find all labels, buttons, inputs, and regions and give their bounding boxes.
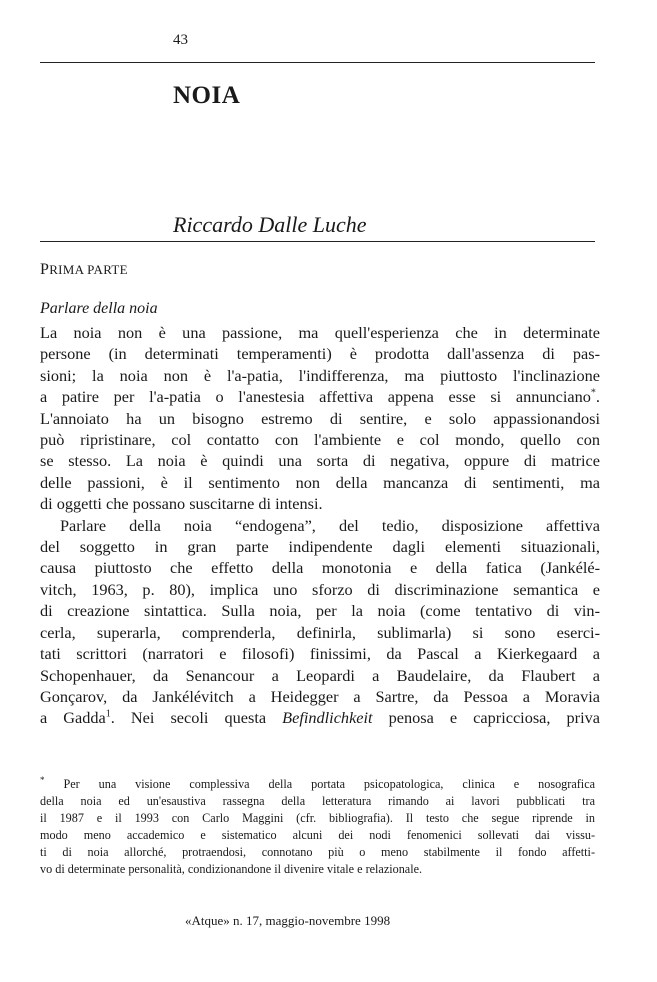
text-line: sioni; la noia non è l'a-patia, l'indifferenza, ma piuttosto l'inclinazione — [40, 365, 600, 385]
footnote-line — [40, 776, 595, 793]
footnote-line: vo di determinate personalità, condizionandone il divenire vitale e relazionale. — [40, 862, 423, 876]
page-number: 43 — [173, 32, 188, 48]
text-line: del soggetto in gran parte indipendente dagli elementi situazionali, — [40, 537, 600, 557]
footnote-marker: 1 — [105, 708, 111, 720]
text-line: Parlare della noia “endogena”, del tedio, disposizione affettiva — [60, 515, 600, 535]
text-line: vitch, 1963, p. 80), implica uno sforzo di discriminazione semantica e — [40, 579, 600, 599]
text-line: persone (in determinati temperamenti) è prodotta dall'assenza di pas- — [40, 344, 600, 364]
footnote — [40, 776, 595, 878]
paragraph-1 — [40, 322, 600, 515]
text-line: cerla, superarla, comprenderla, definirla, sublimarla) si sono eserci- — [40, 622, 600, 642]
footnote-line: modo meno accademico e sistematico alcuni dei nodi fenomenici sollevati dai vissu- — [40, 828, 595, 842]
text-line: Schopenhauer, da Senancour a Leopardi a Baudelaire, da Flaubert a — [40, 665, 600, 685]
journal-citation: «Atque» n. 17, maggio-novembre 1998 — [185, 913, 391, 928]
author-rule — [40, 241, 595, 242]
text-line: delle passioni, è il sentimento non della mancanza di sentimenti, ma — [40, 472, 600, 492]
text-line: di creazione sintattica. Sulla noia, per la noia (come tentativo di vin- — [40, 601, 600, 621]
text-segment: a Gadda — [40, 708, 106, 728]
part-label — [40, 261, 128, 279]
header-rule — [40, 62, 595, 63]
author-name: Riccardo Dalle Luche — [173, 212, 367, 237]
text-line: può ripristinare, col contatto con l'ambiente e col mondo, quello con — [40, 430, 600, 450]
text-line: a patire per l'a-patia o l'anestesia affettiva appena esse si annunciano*. — [40, 387, 600, 407]
text-segment: penosa e capricciosa, priva — [372, 708, 600, 728]
footnote-line: ti di noia allorché, protraendosi, connotano più o meno stabilmente il fondo affetti- — [40, 845, 595, 859]
italic-term: Befindlichkeit — [282, 708, 373, 728]
part-label-rest: RIMA PARTE — [49, 262, 128, 277]
footnote-marker: * — [40, 774, 45, 785]
text-line: L'annoiato ha un bisogno estremo di sentire, e solo appassionandosi — [40, 408, 600, 428]
footnote-line-text: Per una visione complessiva della portata psicopatologica, clinica e nosografica — [63, 777, 596, 791]
footnote-marker: * — [590, 387, 596, 399]
text-line-content: a patire per l'a-patia o l'anestesia affettiva appena esse si annunciano — [40, 387, 591, 407]
text-line: Gonçarov, da Jankélévitch a Heidegger a Sartre, da Pessoa a Moravia — [40, 686, 600, 706]
text-line: se stesso. La noia è quindi una sorta di negativa, oppure di matrice — [40, 451, 600, 471]
paragraph-2 — [40, 515, 600, 729]
text-line: tati scrittori (narratori e filosofi) finissimi, da Pascal a Kierkegaard a — [40, 644, 600, 664]
chapter-title: NOIA — [173, 82, 241, 109]
text-line — [40, 707, 600, 728]
text-segment: . Nei secoli questa — [110, 708, 283, 728]
section-heading: Parlare della noia — [40, 300, 158, 317]
part-label-initial: P — [40, 261, 50, 278]
body-text — [40, 322, 600, 729]
footnote-line: il 1987 e il 1993 con Carlo Maggini (cfr. bibliografia). Il testo che segue riprende in — [40, 811, 595, 825]
footnote-line: della noia ed un'esaustiva rassegna della letteratura rimando ai lavori pubblicati tra — [40, 794, 595, 808]
text-line: causa piuttosto che effetto della monotonia e della fatica (Jankélé- — [40, 558, 600, 578]
text-line: La noia non è una passione, ma quell'esperienza che in determinate — [40, 323, 600, 342]
text-line: di oggetti che possano suscitarne di intensi. — [40, 494, 323, 514]
